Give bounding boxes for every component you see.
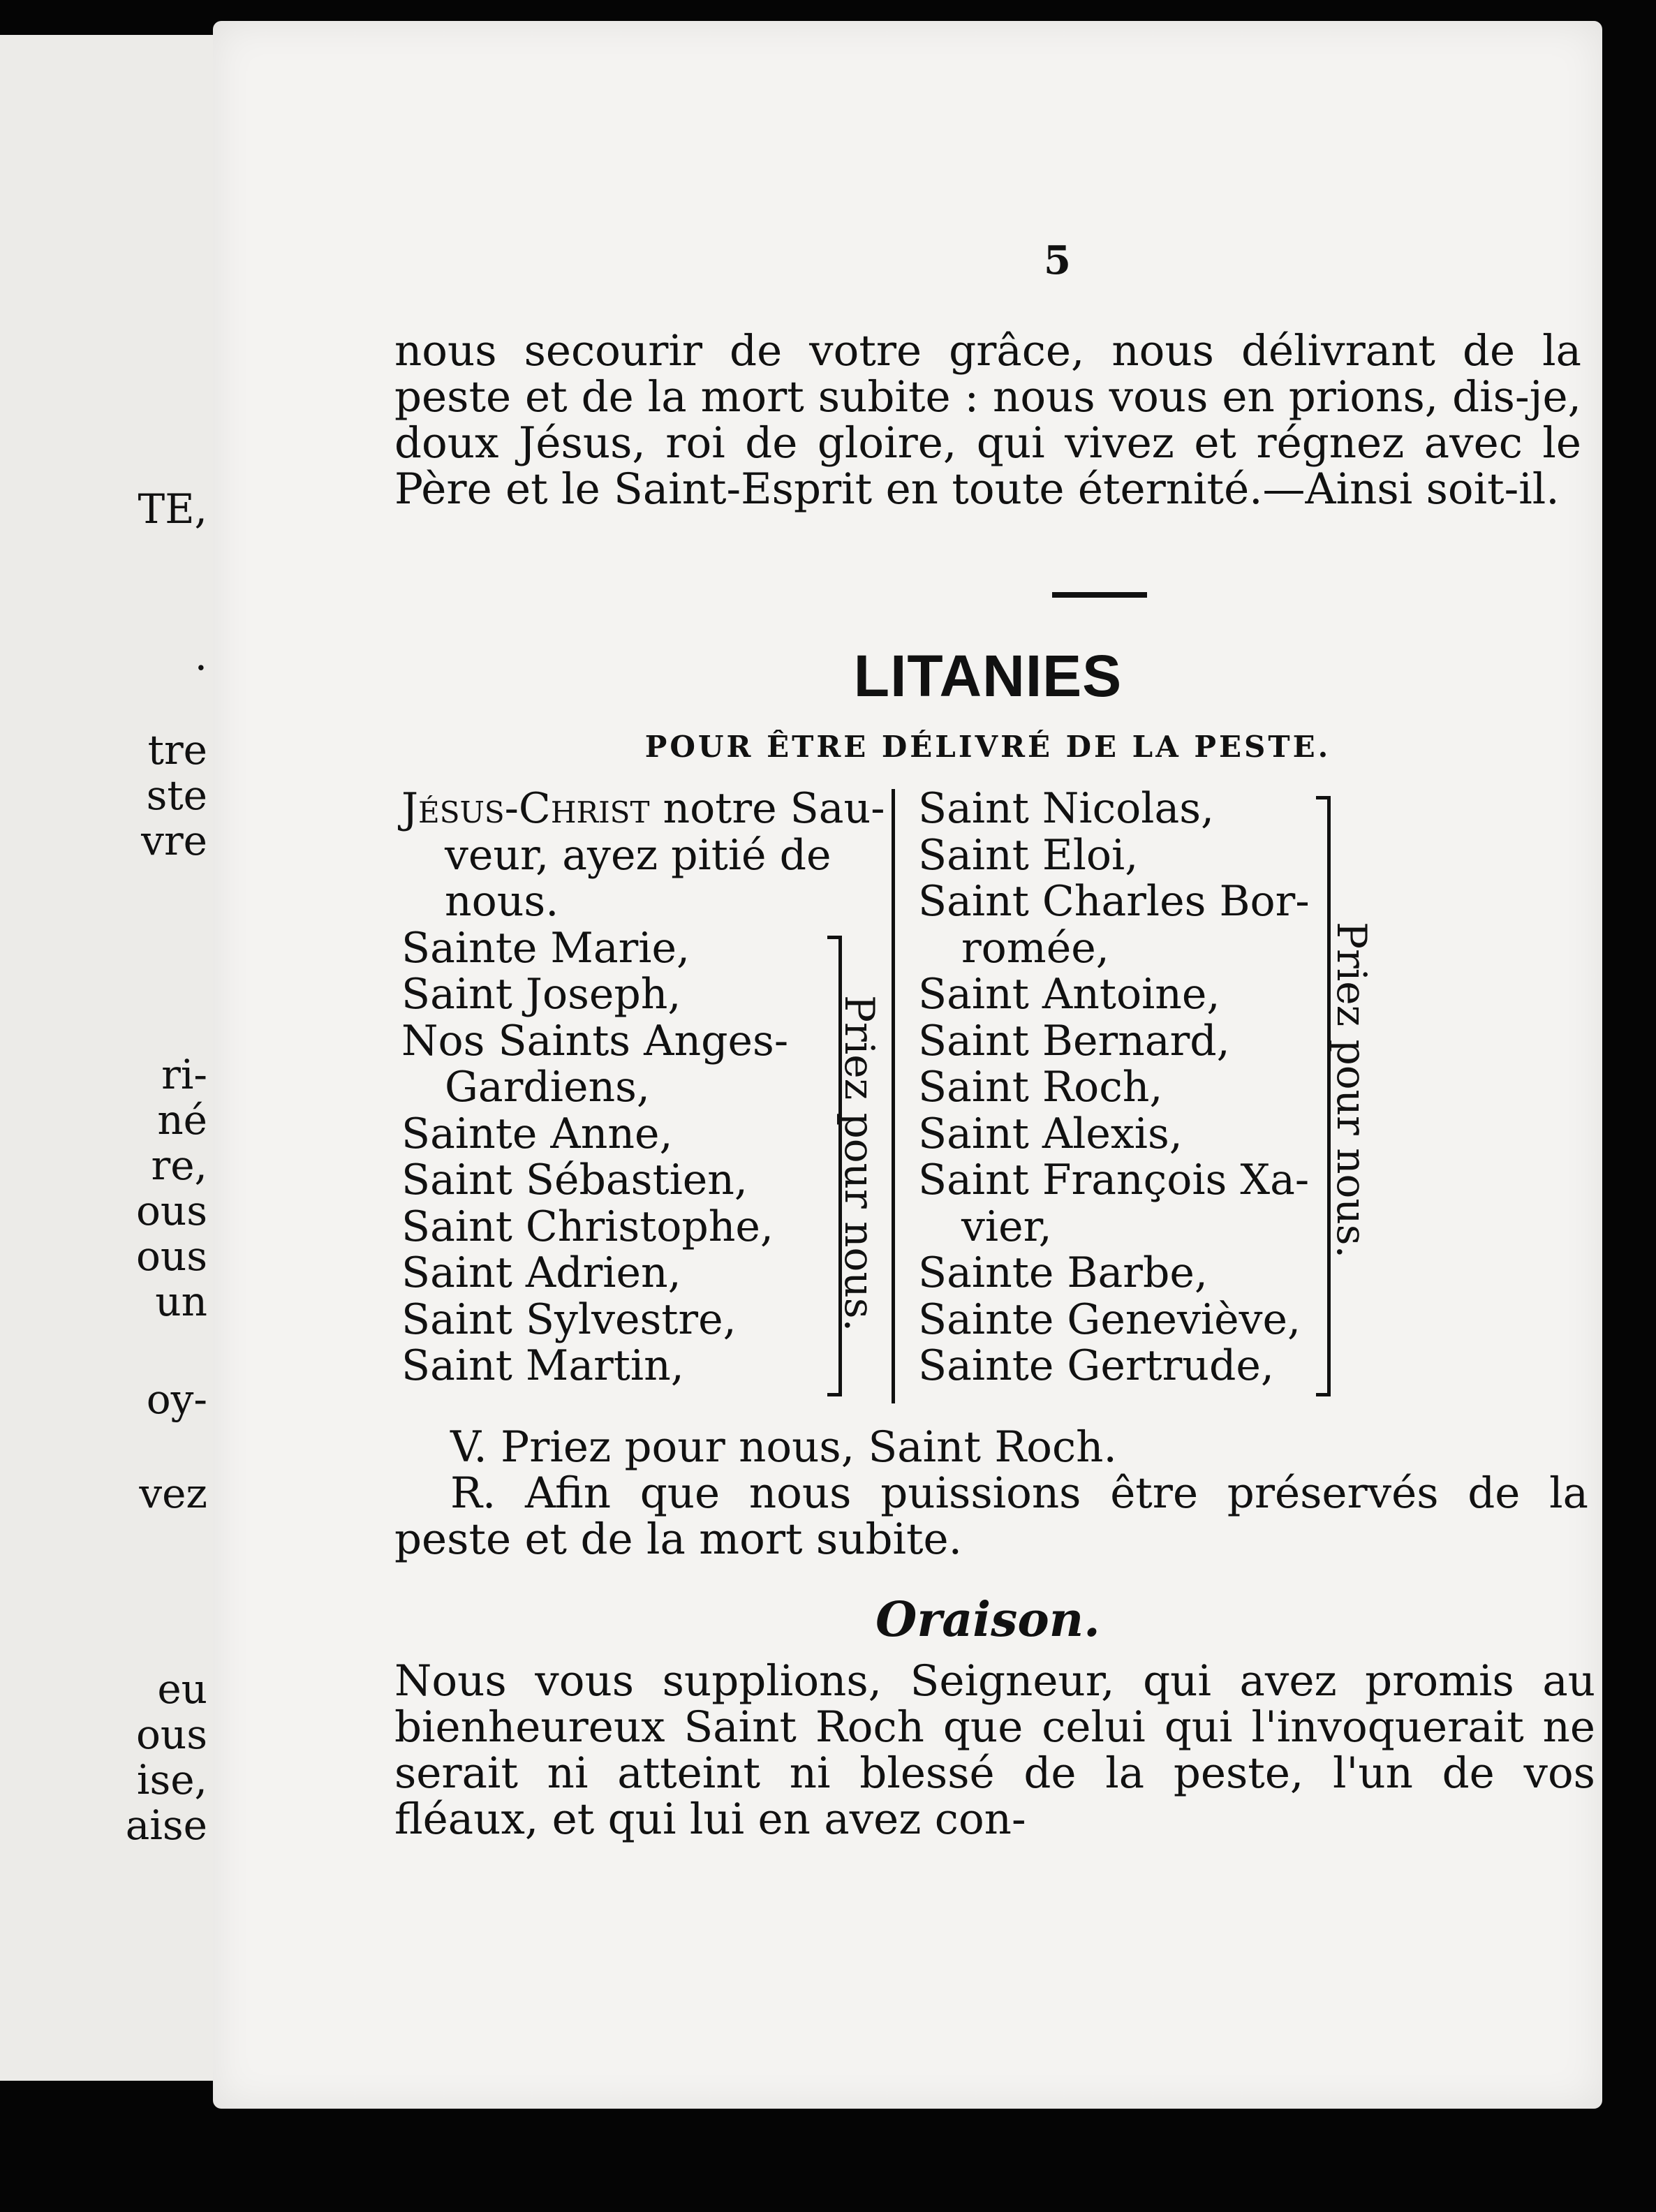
litany-left-column — [401, 784, 885, 1390]
litany-opening-name: Jésus-Christ — [401, 784, 650, 833]
litany-item: Sainte Barbe, — [918, 1248, 1208, 1297]
left-fragment: vre — [141, 817, 207, 864]
litany-item: Sainte Geneviève, — [918, 1295, 1301, 1344]
litany-item: Saint Christophe, — [401, 1202, 774, 1251]
left-fragment: TE, — [138, 485, 207, 533]
response-line: R. Afin que nous puissions être préservés de la peste et de la mort subite. — [394, 1468, 1588, 1564]
litany-item-continuation: Gardiens, — [445, 1063, 650, 1112]
left-fragment: aise — [125, 1801, 207, 1849]
versicle: V. Priez pour nous, Saint Roch. — [450, 1422, 1117, 1472]
litany-item: Saint Roch, — [918, 1063, 1163, 1112]
left-fragment: tre — [147, 726, 207, 774]
left-fragment: oy- — [146, 1376, 207, 1423]
litany-item: Sainte Gertrude, — [918, 1341, 1274, 1390]
litany-right-column — [918, 786, 1372, 1389]
litany-opening-line2: veur, ayez pitié de — [445, 830, 831, 880]
intro-paragraph: nous secourir de votre grâce, nous délivrant de la peste et de la mort subite : nous vous en prions, dis-je, doux Jésus, roi de gloire, qui vivez et régnez avec le Père et le Saint-Esprit en toute éternité.—Ainsi soit-il. — [394, 326, 1581, 514]
left-fragment: ous — [135, 1187, 207, 1234]
litany-item: Saint Martin, — [401, 1341, 684, 1390]
left-fragment: . — [194, 632, 207, 679]
litany-opening — [401, 784, 885, 833]
litany-item-continuation: vier, — [961, 1202, 1052, 1251]
left-page-edge — [0, 35, 231, 2081]
litany-subtitle: POUR ÊTRE DÉLIVRÉ DE LA PESTE. — [644, 730, 1331, 764]
litany-opening-rest: notre Sau- — [649, 784, 885, 833]
page-number: 5 — [1044, 237, 1071, 283]
litany-item: Saint Nicolas, — [918, 784, 1215, 833]
left-fragment: ise, — [136, 1756, 207, 1804]
prayer-heading: Oraison. — [875, 1592, 1100, 1648]
litany-item: Saint Bernard, — [918, 1016, 1230, 1066]
left-fragment: ri- — [161, 1051, 207, 1098]
left-fragment: ste — [146, 772, 207, 819]
litany-item: Saint Adrien, — [401, 1248, 681, 1297]
litany-item: Nos Saints Anges- — [401, 1016, 789, 1066]
left-response: Priez pour nous. — [836, 995, 883, 1332]
litany-item: Saint Charles Bor- — [918, 877, 1310, 926]
litany-item: Saint Antoine, — [918, 970, 1220, 1019]
litany-item: Sainte Anne, — [401, 1109, 673, 1158]
left-fragment: vez — [139, 1470, 207, 1517]
left-fragment: eu — [157, 1665, 207, 1713]
litany-item: Saint Joseph, — [401, 970, 681, 1019]
left-fragment: ous — [135, 1711, 207, 1758]
litany-item: Saint Eloi, — [918, 830, 1139, 880]
left-fragment: re, — [151, 1142, 207, 1189]
litany-item: Saint François Xa- — [918, 1156, 1310, 1204]
right-response: Priez pour nous. — [1328, 922, 1375, 1259]
litany-item: Saint Sébastien, — [401, 1156, 748, 1204]
prayer-paragraph: Nous vous supplions, Seigneur, qui avez promis au bienheureux Saint Roch que celui qui l'invoquerait ne serait ni atteint ni blessé de la peste, l'un de vos fléaux, et qui lui en avez con- — [394, 1656, 1595, 1844]
litany-opening-line3: nous. — [445, 877, 559, 926]
column-divider — [892, 789, 895, 1403]
litany-item: Saint Alexis, — [918, 1109, 1183, 1158]
left-fragment: ous — [135, 1232, 207, 1280]
book-page — [213, 21, 1602, 2109]
litany-item-continuation: romée, — [961, 923, 1109, 973]
left-fragment: un — [155, 1278, 207, 1325]
litany-item: Saint Sylvestre, — [401, 1295, 737, 1344]
litany-item: Sainte Marie, — [401, 923, 690, 973]
litany-title: LITANIES — [853, 643, 1123, 709]
section-rule — [1052, 592, 1147, 598]
left-fragment: né — [157, 1096, 207, 1144]
